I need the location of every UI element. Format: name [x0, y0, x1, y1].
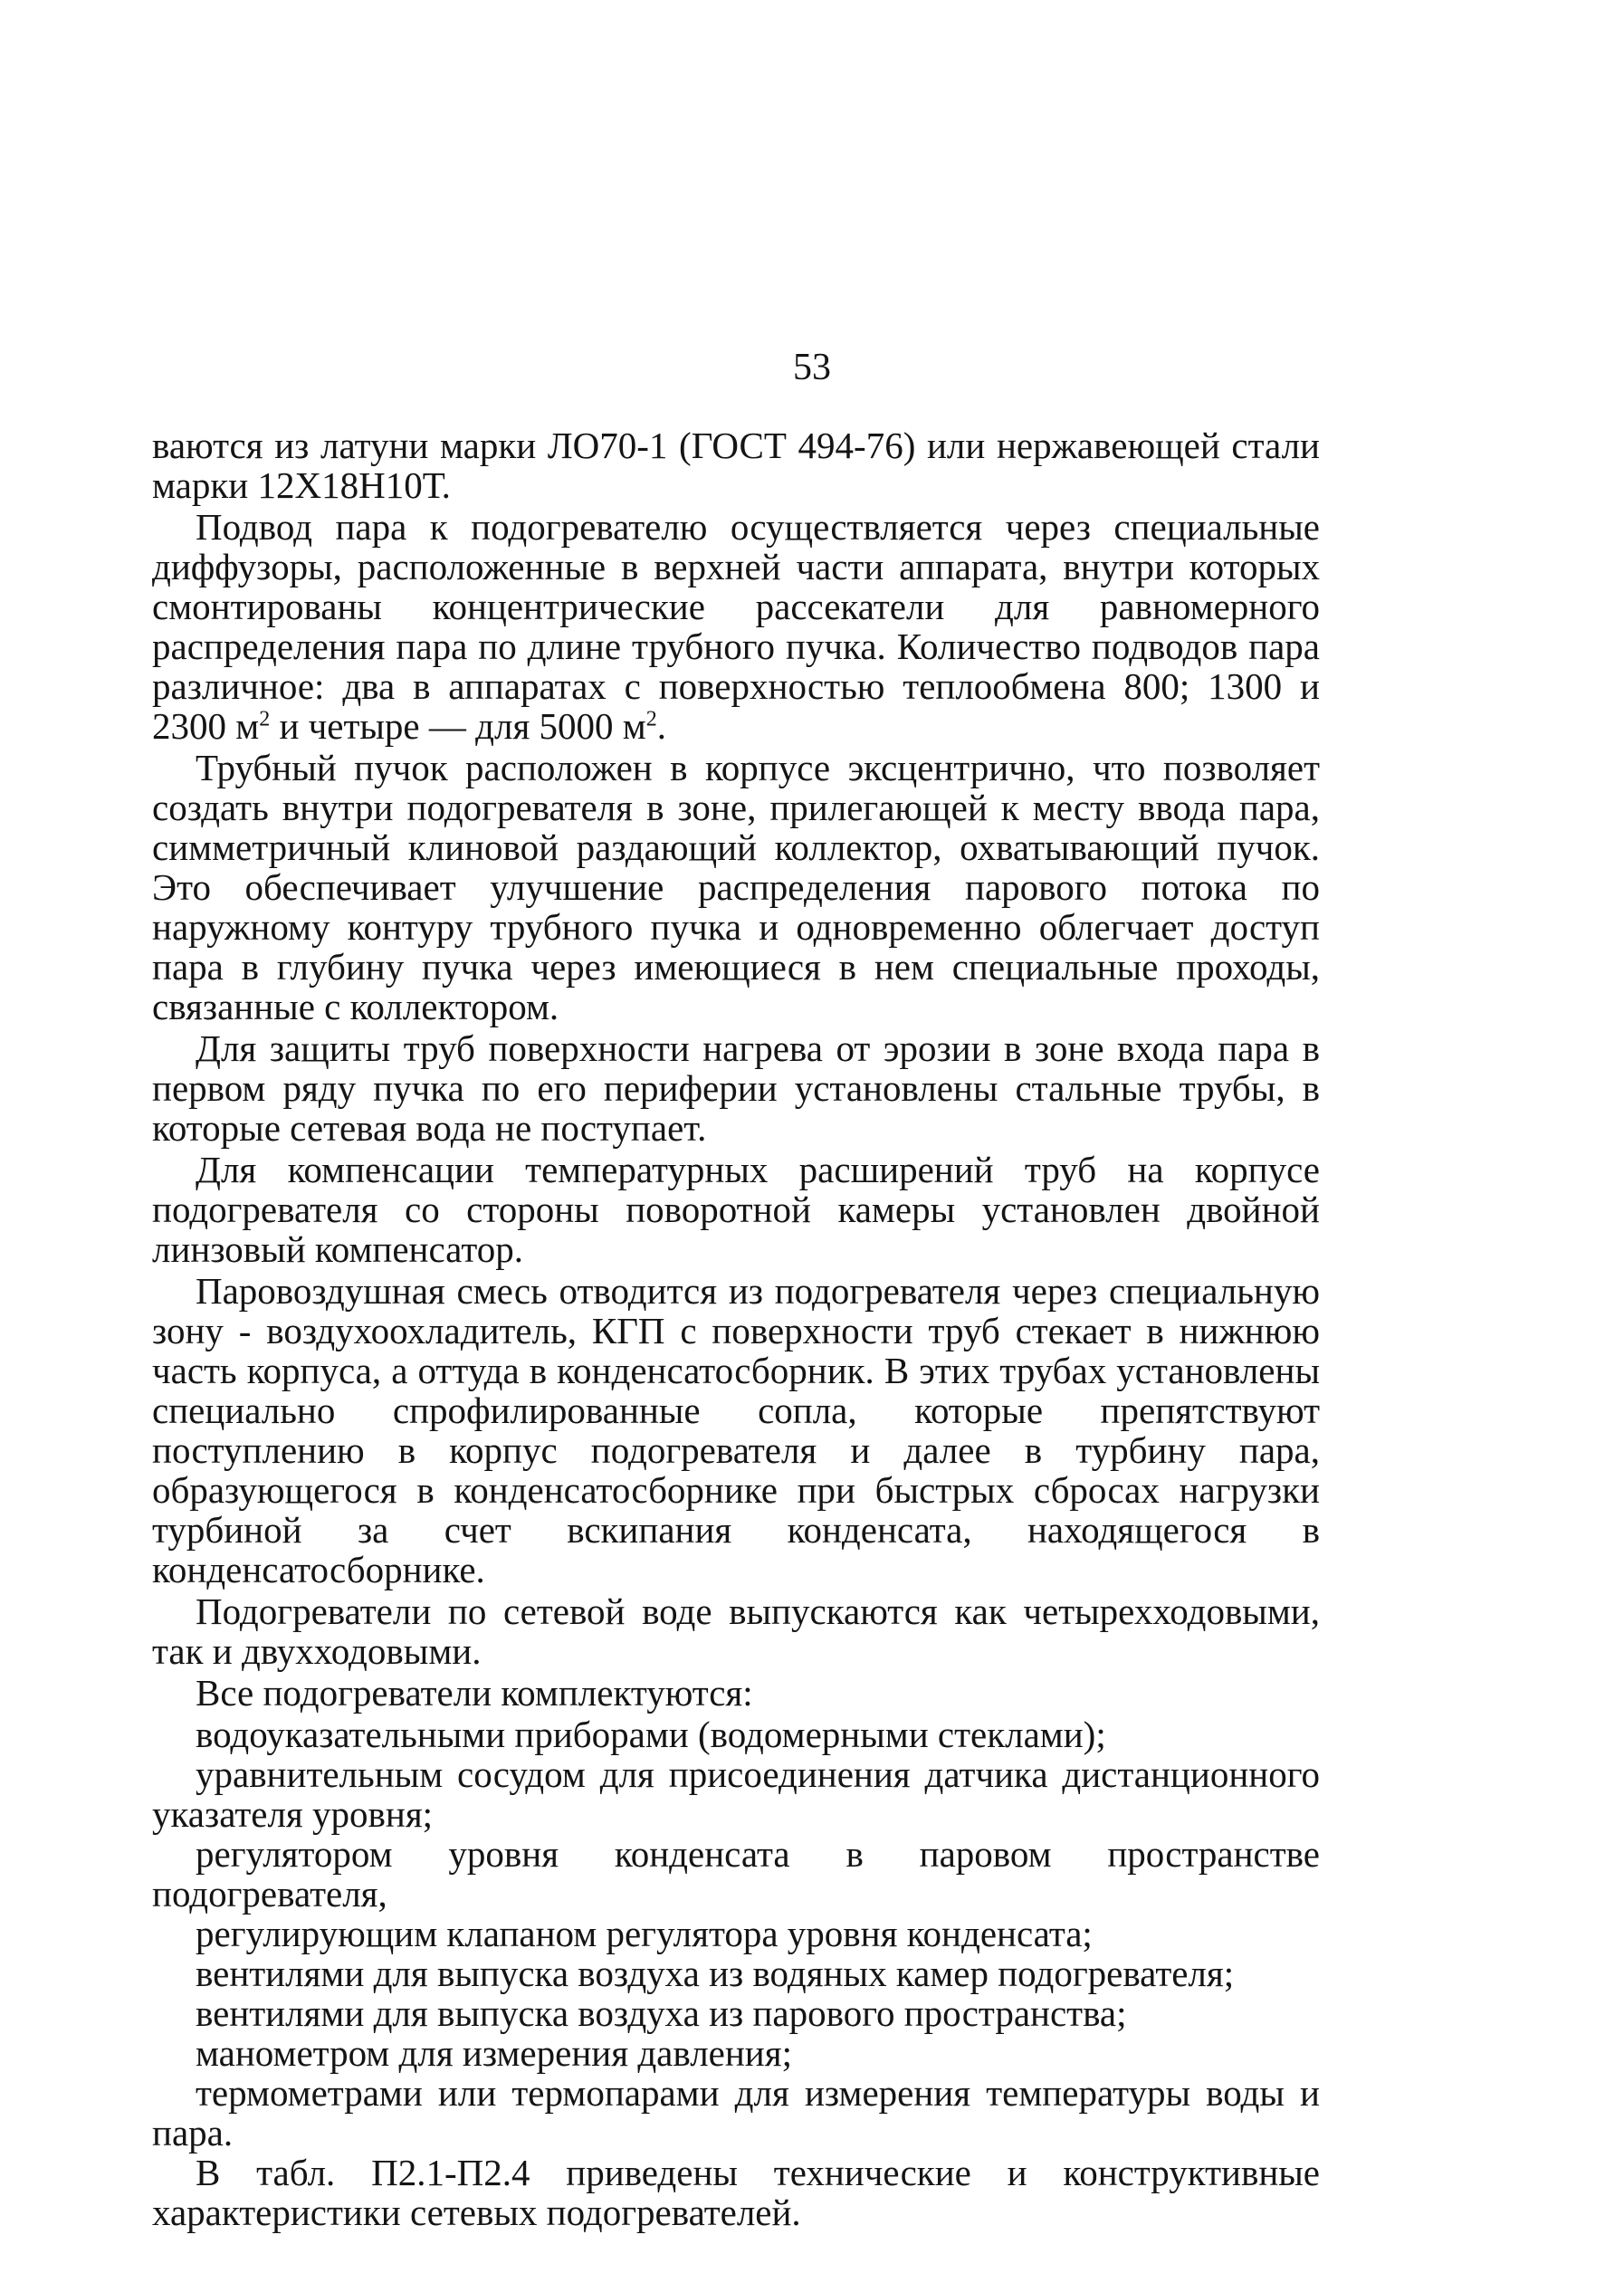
list-item: вентилями для выпуска воздуха из парового пространства; — [196, 1992, 1127, 2034]
paragraph-compensator: Для компенсации температурных расширений труб на корпусе подогревателя со стороны поворотной камеры установлен двойной линзовый компенсатор. — [152, 1149, 1320, 1270]
paragraph-table-reference: В табл. П2.1-П2.4 приведены технические и конструктивные характеристики сетевых подогревателей. — [152, 2152, 1320, 2233]
paragraph-steam-air-mixture: Паровоздушная смесь отводится из подогревателя через специальную зону - воздухоохладитель, КГП с поверхности труб стекает в нижнюю часть корпуса, а оттуда в конденсатосборник. В этих трубах установлены специально спрофилированные сопла, которые препятствуют поступлению в корпус подогревателя и далее в турбину пара, образующегося в конденсатосборнике при быстрых сбросах нагрузки турбиной за счет вскипания конденсата, находящегося в конденсатосборнике. — [152, 1270, 1320, 1590]
body-text — [152, 425, 1320, 2234]
list-item: уравнительным сосудом для присоединения датчика дистанционного указателя уровня; — [152, 1753, 1320, 1835]
list-item: водоуказательными приборами (водомерными стеклами); — [196, 1714, 1106, 1755]
list-item: манометром для измерения давления; — [196, 2032, 792, 2074]
superscript-2: 2 — [645, 707, 657, 731]
page-number: 53 — [793, 347, 831, 388]
list-item: термометрами или термопарами для измерения температуры воды и пара. — [152, 2072, 1320, 2154]
paragraph-steam-supply — [152, 507, 1320, 746]
list-item: регулирующим клапаном регулятора уровня конденсата; — [196, 1913, 1093, 1954]
paragraph-tube-bundle: Трубный пучок расположен в корпусе эксцентрично, что позволяет создать внутри подогревателя в зоне, прилегающей к месту ввода пара, симметричный клиновой раздающий коллектор, охватывающий пучок. Это обеспечивает улучшение распределения парового потока по наружному контуру трубного пучка и одновременно облегчает доступ пара в глубину пучка через имеющиеся в нем специальные проходы, связанные с коллектором. — [152, 747, 1320, 1027]
steam-text-main: Подвод пара к подогревателю осуществляется через специальные диффузоры, расположенные в верхней части аппарата, внутри которых смонтированы концентрические рассекатели для равномерного распределения пара по длине трубного пучка. Количество подводов пара различное: два в аппаратах с поверхностью теплообмена 800; 1300 и 2300 м — [152, 506, 1320, 747]
list-item: вентилями для выпуска воздуха из водяных камер подогревателя; — [196, 1953, 1235, 1994]
paragraph-continuation: ваются из латуни марки ЛО70-1 (ГОСТ 494-76) или нержавеющей стали марки 12Х18Н10Т. — [152, 425, 1320, 506]
steam-text-end: . — [656, 705, 666, 747]
steam-text-middle: и четыре — для 5000 м — [270, 705, 646, 747]
paragraph-erosion-protection: Для защиты труб поверхности нагрева от эрозии в зоне входа пара в первом ряду пучка по его периферии установлены стальные трубы, в которые сетевая вода не поступает. — [152, 1027, 1320, 1149]
paragraph-passes: Подогреватели по сетевой воде выпускаются как четырехходовыми, так и двухходовыми. — [152, 1590, 1320, 1672]
equipment-list — [152, 1714, 1320, 2153]
paragraph-equipment-intro: Все подогреватели комплектуются: — [196, 1672, 753, 1714]
superscript-2: 2 — [259, 707, 271, 731]
list-item: регулятором уровня конденсата в паровом пространстве подогревателя, — [152, 1833, 1320, 1915]
